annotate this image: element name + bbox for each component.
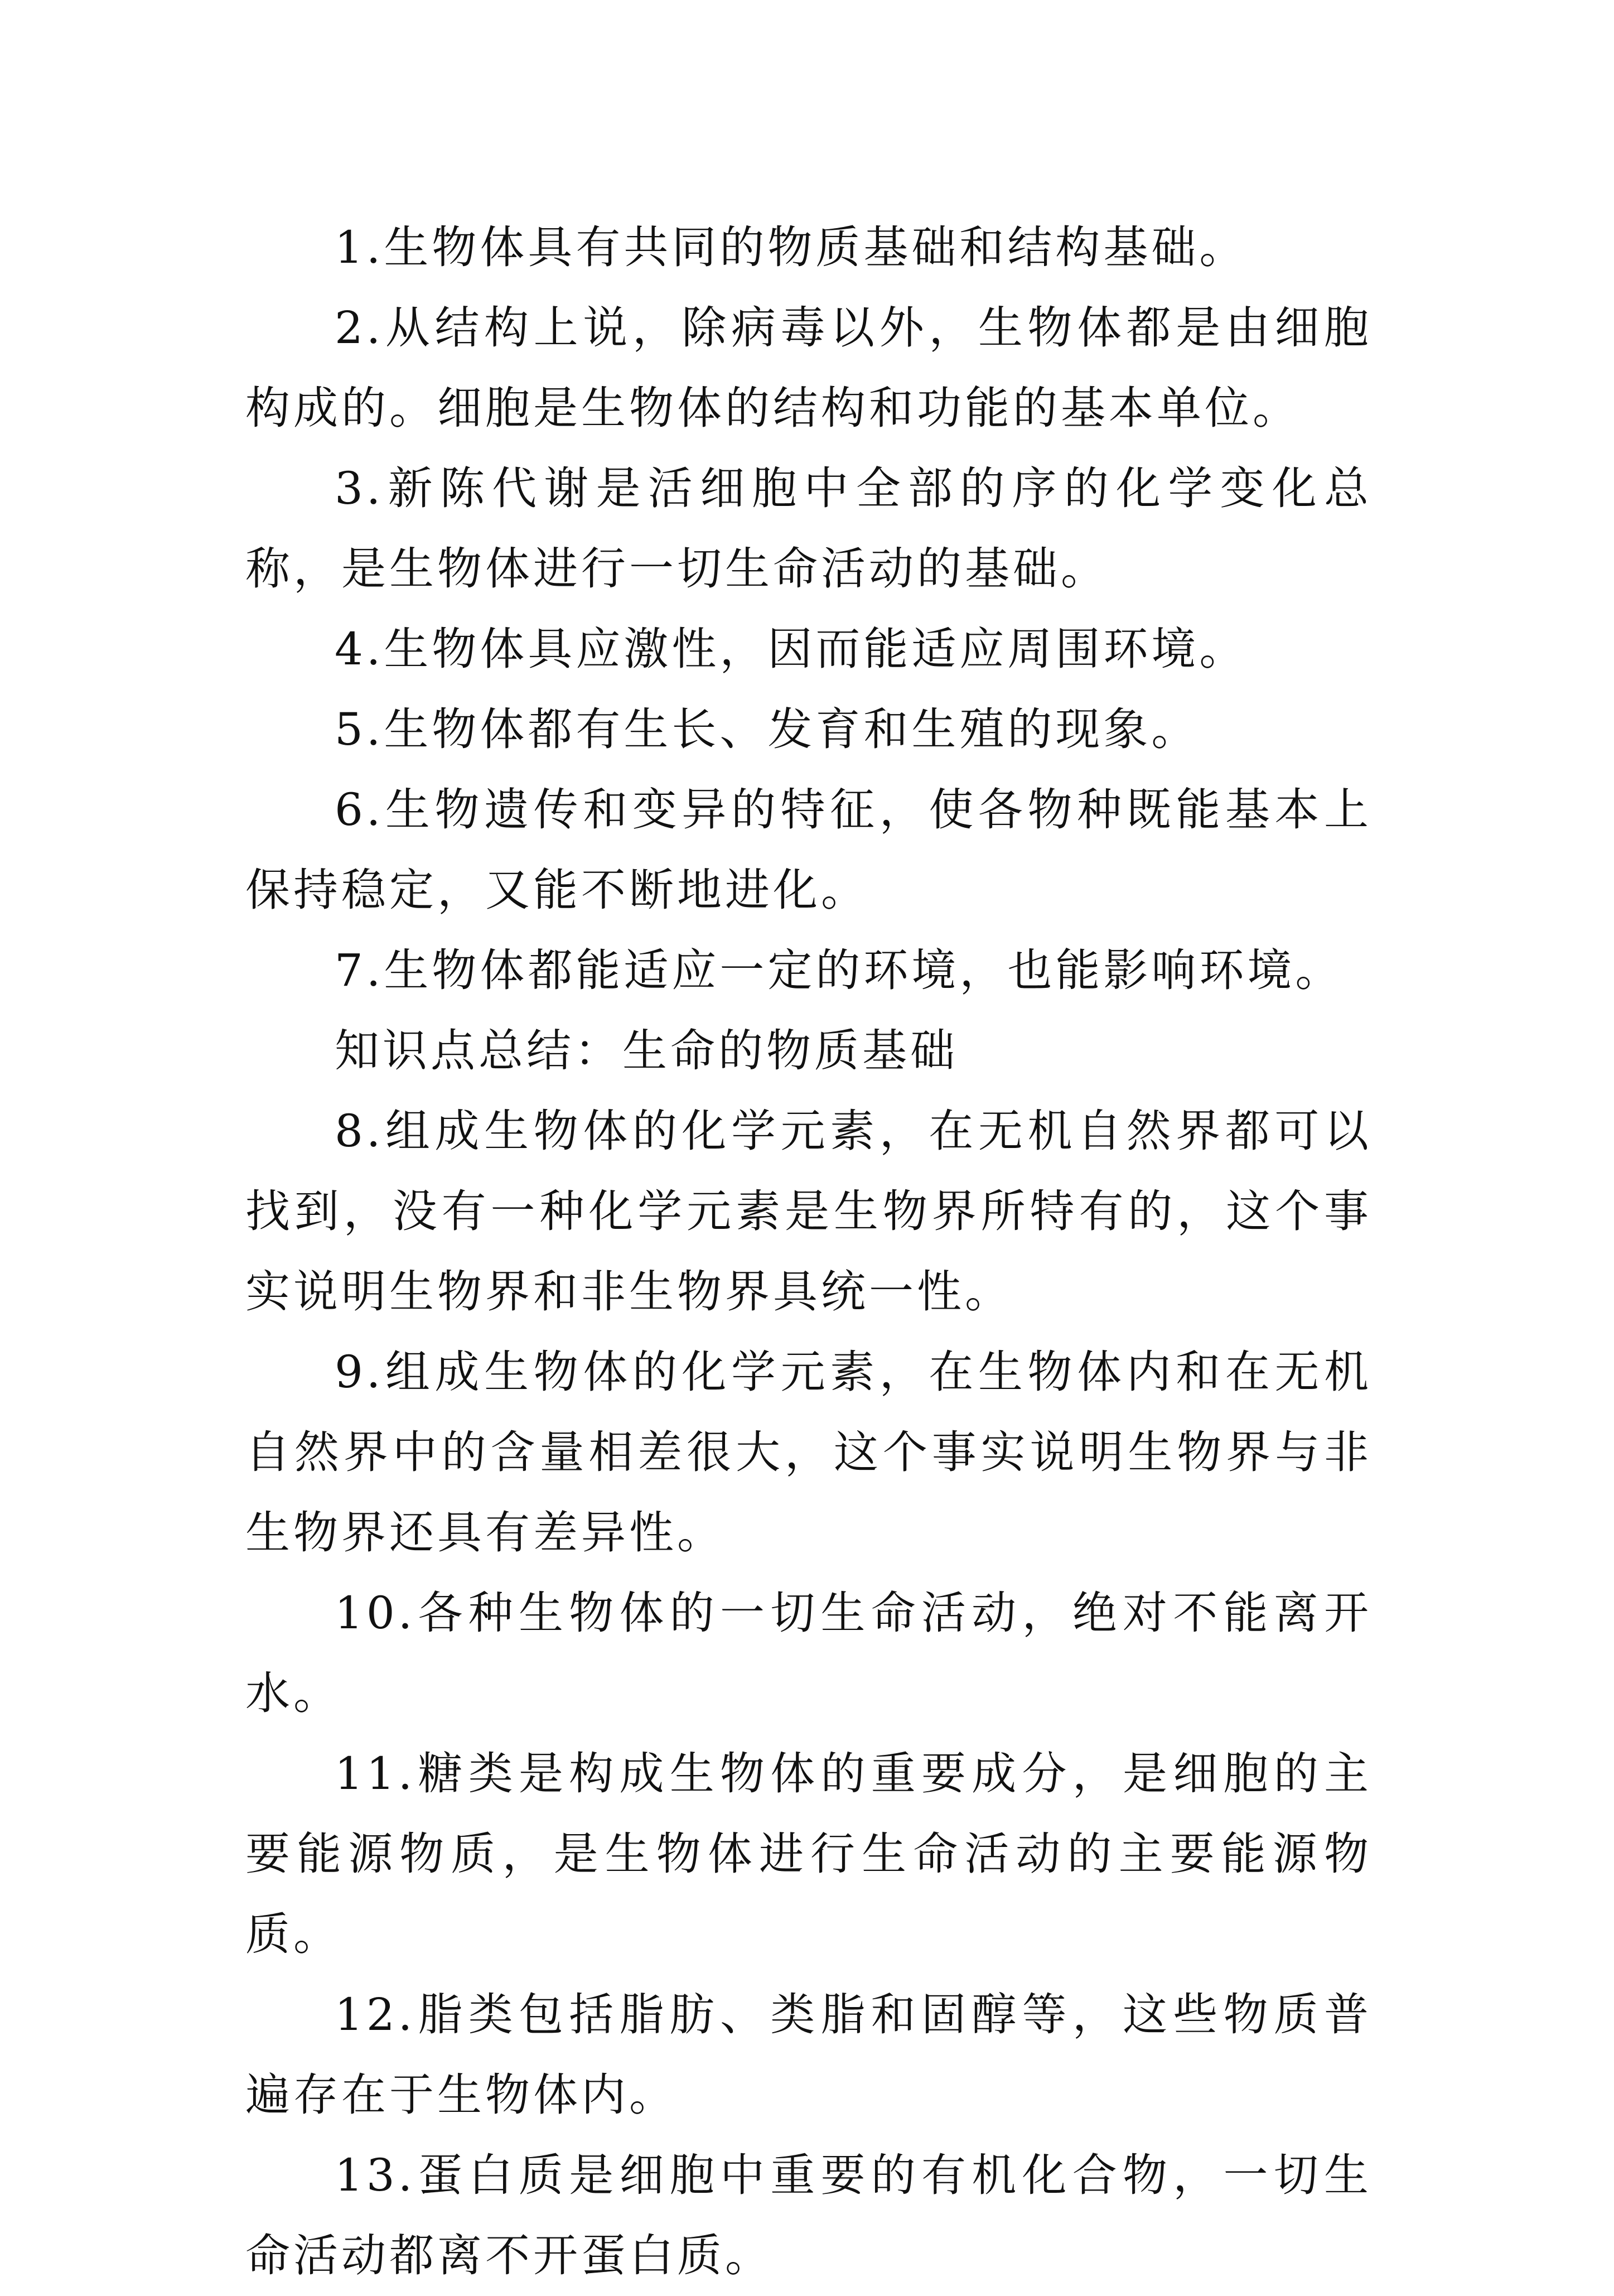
paragraph-5: 5.生物体都有生长、发育和生殖的现象。 (335, 703, 1200, 755)
paragraph-1: 1.生物体具有共同的物质基础和结构基础。 (335, 221, 1248, 273)
paragraph-11: 11.糖类是构成生物体的重要成分，是细胞的主要能源物质，是生物体进行生命活动的主要能源物质。 (245, 1748, 1372, 1960)
paragraph-9: 9.组成生物体的化学元素，在生物体内和在无机自然界中的含量相差很大，这个事实说明生物界与非生物界还具有差异性。 (245, 1346, 1372, 1559)
paragraph-3: 3.新陈代谢是活细胞中全部的序的化学变化总称，是生物体进行一切生命活动的基础。 (245, 462, 1372, 595)
paragraph-10: 10.各种生物体的一切生命活动，绝对不能离开水。 (245, 1587, 1372, 1719)
paragraph-4: 4.生物体具应激性，因而能适应周围环境。 (335, 623, 1248, 675)
document-body (245, 208, 1372, 2296)
paragraph-13: 13.蛋白质是细胞中重要的有机化合物，一切生命活动都离不开蛋白质。 (245, 2149, 1372, 2281)
paragraph-12: 12.脂类包括脂肪、类脂和固醇等，这些物质普遍存在于生物体内。 (245, 1989, 1372, 2121)
paragraph-7: 7.生物体都能适应一定的环境，也能影响环境。 (335, 944, 1344, 996)
paragraph-8: 8.组成生物体的化学元素，在无机自然界都可以找到，没有一种化学元素是生物界所特有的，这个事实说明生物界和非生物界具统一性。 (245, 1105, 1372, 1318)
paragraph-6: 6.生物遗传和变异的特征，使各物种既能基本上保持稳定，又能不断地进化。 (245, 784, 1372, 916)
section-heading: 知识点总结：生命的物质基础 (335, 1025, 958, 1077)
paragraph-2: 2.从结构上说，除病毒以外，生物体都是由细胞构成的。细胞是生物体的结构和功能的基本单位。 (245, 302, 1372, 434)
